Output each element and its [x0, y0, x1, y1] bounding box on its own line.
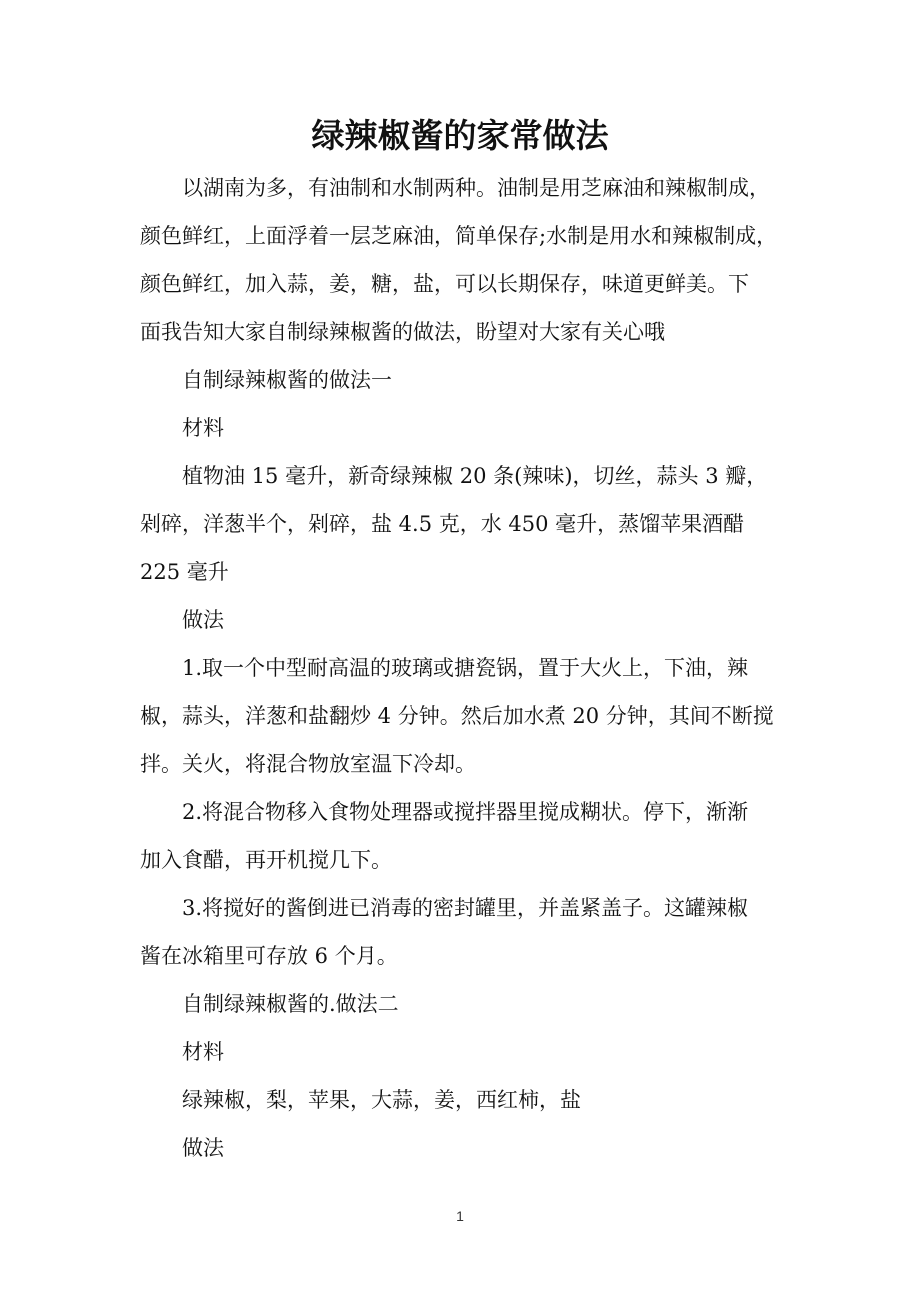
text-line: 2.将混合物移入食物处理器或搅拌器里搅成糊状。停下，渐渐	[182, 800, 749, 824]
materials-label: 材料	[182, 416, 224, 440]
method1-step-1	[140, 644, 790, 788]
method1-steps-label	[140, 596, 790, 644]
text-line: 椒，蒜头，洋葱和盐翻炒 4 分钟。然后加水煮 20 分钟，其间不断搅	[140, 704, 774, 728]
method2-materials	[140, 1076, 790, 1124]
method2-heading	[140, 980, 790, 1028]
text-line: 拌。关火，将混合物放室温下冷却。	[140, 752, 476, 776]
text-line: 颜色鲜红，加入蒜，姜，糖，盐，可以长期保存，味道更鲜美。下	[140, 272, 749, 296]
text-line: 颜色鲜红，上面浮着一层芝麻油，简单保存;水制是用水和辣椒制成，	[140, 224, 778, 248]
text-line: 加入食醋，再开机搅几下。	[140, 848, 392, 872]
intro-paragraph	[140, 164, 790, 356]
text-line: 225 毫升	[140, 560, 229, 584]
method1-materials	[140, 452, 790, 596]
method1-step-2	[140, 788, 790, 884]
text-line: 以湖南为多，有油制和水制两种。油制是用芝麻油和辣椒制成，	[182, 176, 770, 200]
text-line: 绿辣椒，梨，苹果，大蒜，姜，西红柿，盐	[182, 1088, 581, 1112]
method1-heading	[140, 356, 790, 404]
method1-materials-label	[140, 404, 790, 452]
text-line: 剁碎，洋葱半个，剁碎，盐 4.5 克，水 450 毫升，蒸馏苹果酒醋	[140, 512, 745, 536]
text-line: 3.将搅好的酱倒进已消毒的密封罐里，并盖紧盖子。这罐辣椒	[182, 896, 749, 920]
text-line: 1.取一个中型耐高温的玻璃或搪瓷锅，置于大火上，下油，辣	[182, 656, 749, 680]
text-line: 面我告知大家自制绿辣椒酱的做法，盼望对大家有关心哦	[140, 320, 665, 344]
materials-label: 材料	[182, 1040, 224, 1064]
text-line: 植物油 15 毫升，新奇绿辣椒 20 条(辣味)，切丝，蒜头 3 瓣，	[182, 464, 768, 488]
method1-step-3	[140, 884, 790, 980]
section-heading: 自制绿辣椒酱的.做法二	[182, 992, 399, 1016]
page-number: 1	[456, 1208, 464, 1224]
method2-steps-label	[140, 1124, 790, 1172]
page-title: 绿辣椒酱的家常做法	[311, 116, 609, 155]
steps-label: 做法	[182, 1136, 224, 1160]
section-heading: 自制绿辣椒酱的做法一	[182, 368, 392, 392]
text-line: 酱在冰箱里可存放 6 个月。	[140, 944, 398, 968]
steps-label: 做法	[182, 608, 224, 632]
method2-materials-label	[140, 1028, 790, 1076]
